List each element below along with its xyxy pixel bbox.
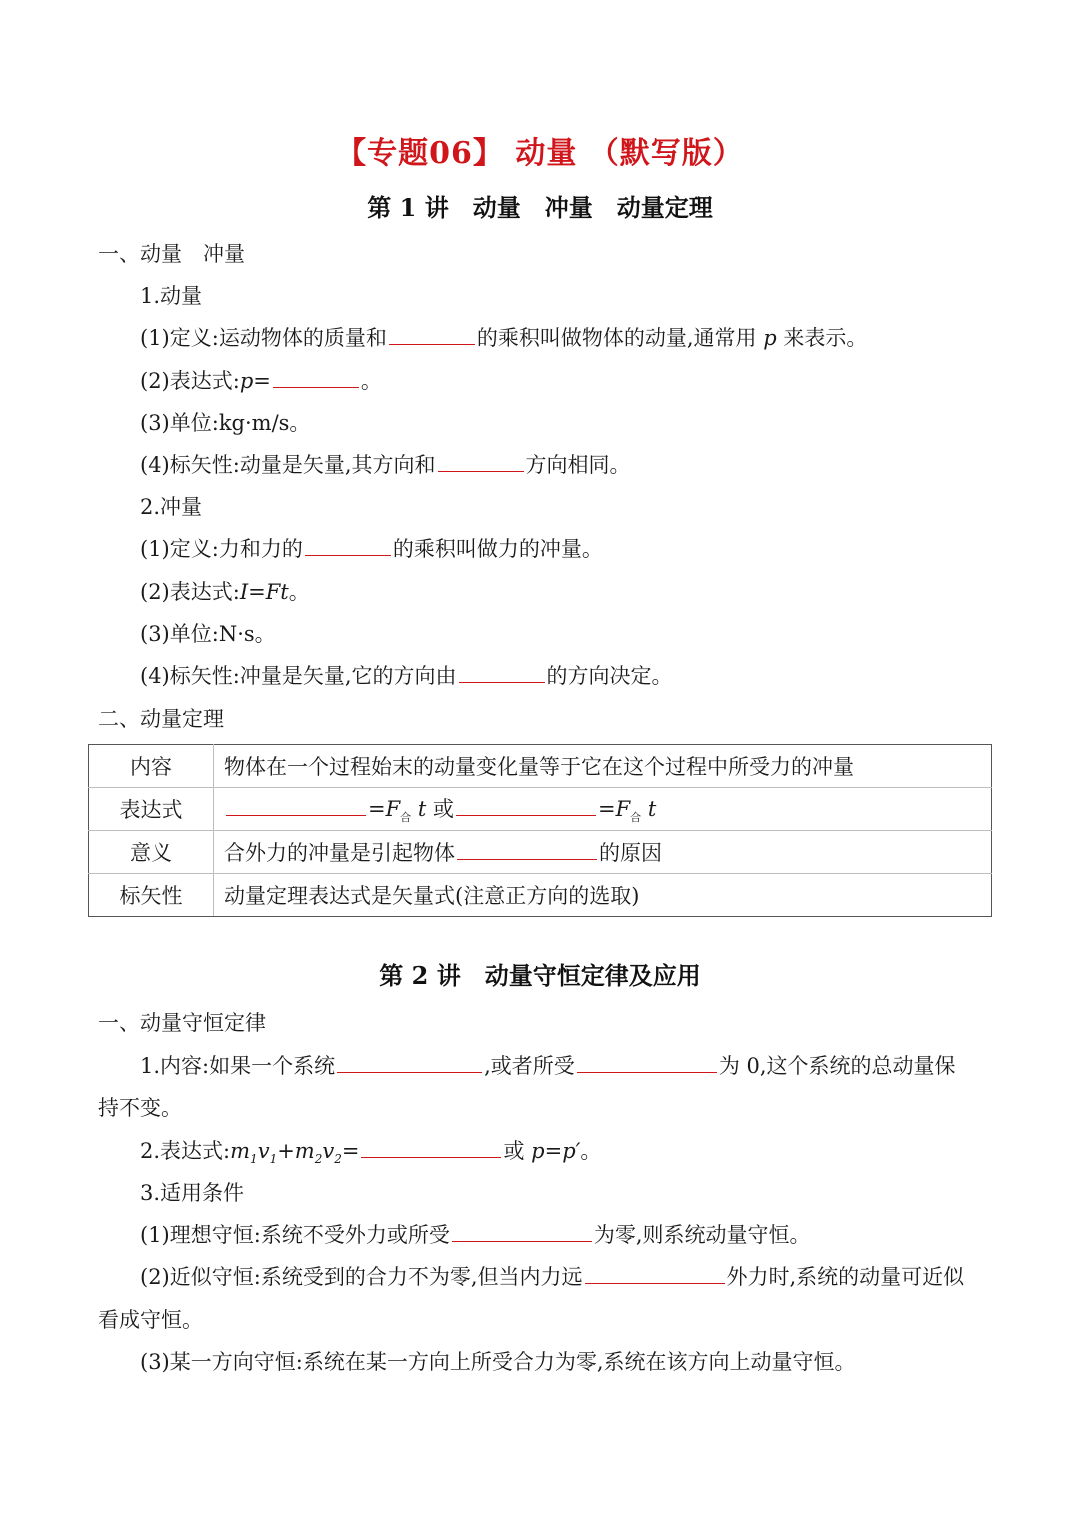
approx-conservation-cont: 看成守恒。 (98, 1308, 203, 1332)
row-value: $=F_合$ t 或 $=F_合$ t (214, 788, 992, 831)
row-value: 合外力的冲量是引起物体 的原因 (214, 831, 992, 874)
fill-blank[interactable] (389, 326, 475, 345)
fill-blank[interactable] (585, 1265, 725, 1284)
fill-blank[interactable] (577, 1054, 717, 1073)
lesson1-heading: 第 1 讲 动量 冲量 动量定理 (367, 193, 713, 222)
momentum-definition: (1)定义:运动物体的质量和 的乘积叫做物体的动量,通常用 p 来表示。 (140, 326, 868, 350)
conditions-label: 3.适用条件 (140, 1181, 245, 1205)
momentum-vector: (4)标矢性:动量是矢量,其方向和 方向相同。 (140, 453, 631, 477)
fill-blank[interactable] (226, 797, 366, 816)
fill-blank[interactable] (459, 664, 545, 683)
impulse-unit: (3)单位:N·s。 (140, 622, 276, 646)
row-value: 动量定理表达式是矢量式(注意正方向的选取) (214, 874, 992, 917)
impulse-vector: (4)标矢性:冲量是矢量,它的方向由 的方向决定。 (140, 664, 673, 688)
momentum-theorem-table (88, 744, 992, 917)
section-conservation: 一、动量守恒定律 (98, 1011, 266, 1035)
fill-blank[interactable] (305, 537, 391, 556)
momentum-expression: (2)表达式:p= 。 (140, 369, 382, 393)
table-row (89, 831, 992, 874)
document-title: 【专题06】 动量 （默写版） (336, 136, 744, 171)
conservation-content-cont: 持不变。 (98, 1096, 182, 1120)
fill-blank[interactable] (337, 1054, 482, 1073)
conservation-expression: 2.表达式$:m_1v_1+m_2v_2=$ 或 p=p′。 (140, 1139, 602, 1167)
fill-blank[interactable] (361, 1139, 501, 1158)
approx-conservation: (2)近似守恒:系统受到的合力不为零,但当内力远 外力时,系统的动量可近似 (140, 1265, 965, 1289)
row-label: 内容 (89, 745, 214, 788)
section-momentum-impulse: 一、动量 冲量 (98, 242, 245, 266)
impulse-expression: (2)表达式:I=Ft。 (140, 580, 310, 604)
fill-blank[interactable] (452, 1223, 592, 1242)
row-label: 标矢性 (89, 874, 214, 917)
fill-blank[interactable] (456, 797, 596, 816)
row-label: 意义 (89, 831, 214, 874)
impulse-label: 2.冲量 (140, 495, 203, 519)
table-row (89, 745, 992, 788)
impulse-definition: (1)定义:力和力的 的乘积叫做力的冲量。 (140, 537, 603, 561)
momentum-label: 1.动量 (140, 284, 203, 308)
directional-conservation: (3)某一方向守恒:系统在某一方向上所受合力为零,系统在该方向上动量守恒。 (140, 1350, 856, 1374)
lesson2-heading: 第 2 讲 动量守恒定律及应用 (379, 961, 701, 990)
table-row (89, 874, 992, 917)
fill-blank[interactable] (273, 369, 359, 388)
conservation-content: 1.内容:如果一个系统 ,或者所受 为 0,这个系统的总动量保 (140, 1054, 956, 1078)
row-label: 表达式 (89, 788, 214, 831)
fill-blank[interactable] (457, 841, 597, 860)
ideal-conservation: (1)理想守恒:系统不受外力或所受 为零,则系统动量守恒。 (140, 1223, 811, 1247)
section-momentum-theorem: 二、动量定理 (98, 707, 224, 731)
table-row (89, 788, 992, 831)
formula-lhs: $m_1v_1+m_2v_2=$ (230, 1139, 360, 1167)
momentum-unit: (3)单位:kg·m/s。 (140, 411, 311, 435)
row-value: 物体在一个过程始末的动量变化量等于它在这个过程中所受力的冲量 (214, 745, 992, 788)
fill-blank[interactable] (438, 453, 524, 472)
